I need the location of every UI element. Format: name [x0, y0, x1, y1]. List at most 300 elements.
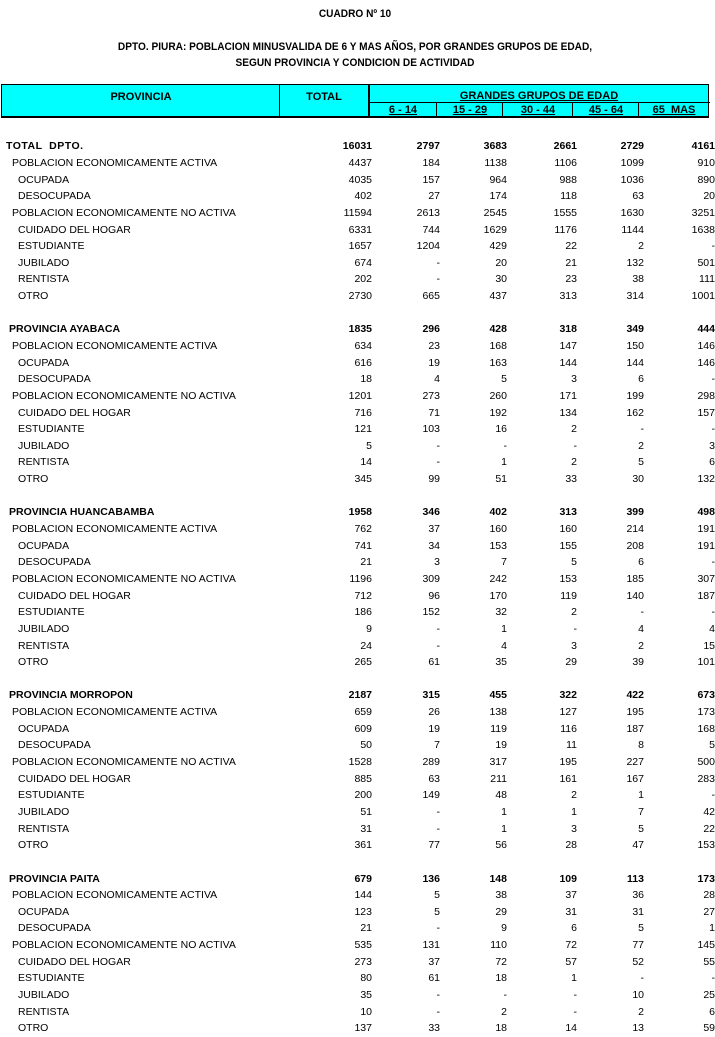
cell-age-30-44: 2 — [571, 456, 577, 469]
spacer-cell — [0, 487, 715, 504]
cell-age-65-mas: 501 — [697, 256, 715, 269]
header-age-6-14: 6 - 14 — [388, 104, 418, 116]
row-label: RENTISTA — [18, 273, 70, 286]
table-row — [0, 537, 715, 554]
row-label: TOTAL DPTO. — [6, 140, 84, 153]
province-row — [0, 504, 715, 521]
table-row — [0, 404, 715, 421]
cell-age-30-44: 57 — [565, 955, 577, 968]
table-row — [0, 554, 715, 571]
cell-age-15-29: 170 — [489, 589, 507, 602]
cell-age-45-64: 52 — [632, 955, 644, 968]
cell-age-30-44: - — [573, 439, 577, 452]
table-row — [0, 171, 715, 188]
cell-age-65-mas: 890 — [697, 173, 715, 186]
row-label: CUIDADO DEL HOGAR — [18, 589, 131, 602]
cell-age-65-mas: 673 — [697, 689, 715, 702]
cell-age-6-14: 96 — [428, 589, 440, 602]
cell-age-65-mas: 168 — [697, 722, 715, 735]
cell-age-65-mas: - — [711, 972, 715, 985]
cell-age-65-mas: 307 — [697, 572, 715, 585]
cell-age-15-29: 138 — [489, 706, 507, 719]
cell-total: 1196 — [349, 572, 372, 585]
cell-age-65-mas: 498 — [697, 506, 715, 519]
cell-age-65-mas: 25 — [703, 988, 715, 1001]
cell-age-6-14: 315 — [422, 689, 440, 702]
cell-total: 674 — [354, 256, 372, 269]
cell-age-6-14: 3 — [434, 556, 440, 569]
cell-age-6-14: 63 — [428, 772, 440, 785]
cell-age-15-29: 110 — [490, 939, 507, 952]
header-total: TOTAL — [306, 91, 342, 103]
cell-age-6-14: 99 — [428, 473, 440, 486]
cell-age-65-mas: 15 — [703, 639, 715, 652]
cell-age-30-44: 144 — [559, 356, 577, 369]
cell-age-30-44: 318 — [559, 323, 577, 336]
row-label: POBLACION ECONOMICAMENTE NO ACTIVA — [12, 756, 236, 769]
cell-age-15-29: 174 — [489, 190, 507, 203]
cell-age-30-44: 2 — [571, 423, 577, 436]
cell-age-15-29: 56 — [495, 839, 507, 852]
cell-age-45-64: 208 — [626, 539, 644, 552]
row-label: CUIDADO DEL HOGAR — [18, 772, 131, 785]
cell-age-15-29: 51 — [495, 473, 507, 486]
row-label: OCUPADA — [18, 722, 70, 735]
cell-age-15-29: 428 — [489, 323, 507, 336]
spacer-row — [0, 671, 715, 688]
cell-age-30-44: 3 — [571, 373, 577, 386]
table-row — [0, 837, 715, 854]
cell-age-15-29: 30 — [495, 273, 507, 286]
cell-age-45-64: - — [640, 606, 644, 619]
cell-total: 265 — [354, 656, 372, 669]
cell-age-30-44: 313 — [559, 290, 577, 303]
cell-age-30-44: 31 — [565, 905, 577, 918]
cell-age-45-64: 187 — [626, 722, 644, 735]
cell-age-65-mas: 191 — [697, 523, 715, 536]
cell-age-45-64: 1 — [638, 789, 644, 802]
cell-age-6-14: - — [436, 988, 440, 1001]
cell-age-45-64: 47 — [632, 839, 644, 852]
cell-age-15-29: - — [503, 988, 507, 1001]
cell-total: 80 — [360, 972, 372, 985]
cell-age-65-mas: 910 — [697, 156, 715, 169]
cell-age-30-44: 171 — [559, 389, 577, 402]
cell-age-6-14: 346 — [422, 506, 440, 519]
cell-age-30-44: 127 — [559, 706, 577, 719]
cell-age-6-14: 19 — [428, 356, 440, 369]
table-row — [0, 654, 715, 671]
cell-total: 200 — [354, 789, 372, 802]
cell-age-15-29: 148 — [489, 872, 507, 885]
cell-total: 616 — [354, 356, 372, 369]
cell-age-6-14: - — [436, 273, 440, 286]
cell-age-15-29: 119 — [490, 722, 507, 735]
row-label: ESTUDIANTE — [18, 789, 85, 802]
row-label: JUBILADO — [18, 439, 70, 452]
cell-age-6-14: 61 — [428, 656, 440, 669]
cell-age-65-mas: 132 — [697, 473, 715, 486]
cell-age-65-mas: - — [711, 240, 715, 253]
cell-age-6-14: 289 — [422, 756, 440, 769]
row-label: OCUPADA — [18, 173, 70, 186]
cell-age-6-14: 23 — [428, 340, 440, 352]
table-row — [0, 254, 715, 271]
cell-total: 762 — [354, 523, 372, 536]
cell-age-45-64: 132 — [626, 256, 644, 269]
cell-age-30-44: 3 — [571, 639, 577, 652]
cell-age-30-44: 2 — [571, 789, 577, 802]
cell-age-30-44: 5 — [571, 556, 577, 569]
cell-age-15-29: 16 — [495, 423, 507, 436]
cell-age-30-44: 134 — [559, 406, 577, 419]
province-row — [0, 321, 715, 338]
cell-total: 16031 — [342, 140, 372, 153]
row-label: ESTUDIANTE — [18, 240, 85, 253]
cell-age-45-64: - — [640, 423, 644, 436]
table-row — [0, 371, 715, 388]
cell-age-65-mas: 283 — [697, 772, 715, 785]
cell-age-65-mas: 1001 — [691, 290, 715, 303]
row-label: PROVINCIA PAITA — [9, 872, 100, 885]
cell-age-45-64: 5 — [638, 922, 644, 935]
cell-age-45-64: 167 — [626, 772, 644, 785]
table-row — [0, 454, 715, 471]
cell-age-6-14: - — [436, 639, 440, 652]
cell-age-15-29: 1 — [501, 622, 507, 635]
cell-age-30-44: 2661 — [553, 140, 577, 153]
cell-age-65-mas: 173 — [697, 706, 715, 719]
cell-age-15-29: 455 — [489, 689, 507, 702]
cell-age-30-44: 72 — [565, 939, 577, 952]
cell-age-65-mas: 153 — [697, 839, 715, 852]
cell-age-15-29: 48 — [495, 789, 507, 802]
cell-age-45-64: 199 — [626, 389, 644, 402]
table-row — [0, 737, 715, 754]
row-label: DESOCUPADA — [18, 190, 91, 203]
cell-total: 6331 — [348, 223, 372, 236]
cell-total: 123 — [354, 905, 372, 918]
cell-total: 659 — [354, 706, 372, 719]
header-age-45-64: 45 - 64 — [588, 104, 624, 116]
table-row — [0, 637, 715, 654]
cell-total: 24 — [360, 639, 372, 652]
cell-age-65-mas: 55 — [703, 955, 715, 968]
cell-age-6-14: 131 — [422, 939, 440, 952]
cell-age-45-64: 38 — [632, 273, 644, 286]
data-table — [0, 138, 715, 1037]
row-label: DESOCUPADA — [18, 739, 91, 752]
cell-total: 885 — [354, 772, 372, 785]
cell-total: 14 — [360, 456, 372, 469]
cell-age-6-14: - — [436, 822, 440, 835]
row-label: JUBILADO — [18, 805, 70, 818]
row-label: ESTUDIANTE — [18, 423, 85, 436]
cell-age-30-44: 3 — [571, 822, 577, 835]
table-row — [0, 903, 715, 920]
table-row — [0, 438, 715, 455]
cell-age-15-29: 18 — [495, 1022, 507, 1035]
cell-age-45-64: 10 — [632, 988, 644, 1001]
cell-total: 1835 — [348, 323, 372, 336]
cell-total: 716 — [354, 406, 372, 419]
table-row — [0, 188, 715, 205]
cell-age-30-44: 14 — [565, 1022, 577, 1035]
table-row — [0, 820, 715, 837]
cell-age-30-44: 37 — [565, 889, 577, 902]
cell-age-6-14: 4 — [434, 373, 440, 386]
cell-age-15-29: 35 — [495, 656, 507, 669]
row-label: JUBILADO — [18, 622, 70, 635]
cell-total: 50 — [360, 739, 372, 752]
table-row — [0, 1020, 715, 1037]
cell-age-45-64: 31 — [632, 905, 644, 918]
cell-age-65-mas: 59 — [703, 1022, 715, 1035]
cell-age-15-29: 1 — [501, 456, 507, 469]
cell-age-6-14: - — [436, 922, 440, 935]
cell-total: 51 — [360, 805, 372, 818]
cell-age-65-mas: 4161 — [691, 140, 715, 153]
table-row — [0, 421, 715, 438]
cell-age-15-29: 9 — [501, 922, 507, 935]
province-row — [0, 687, 715, 704]
row-label: POBLACION ECONOMICAMENTE NO ACTIVA — [12, 389, 236, 402]
cell-age-45-64: 63 — [632, 190, 644, 203]
cell-age-65-mas: 1638 — [691, 223, 715, 236]
cell-age-15-29: 32 — [495, 606, 507, 619]
cell-age-45-64: 7 — [638, 805, 644, 818]
cell-age-15-29: 29 — [495, 905, 507, 918]
row-label: DESOCUPADA — [18, 373, 91, 386]
cell-age-65-mas: 27 — [703, 905, 715, 918]
cell-age-45-64: 349 — [626, 323, 644, 336]
cell-age-6-14: 5 — [434, 905, 440, 918]
row-label: CUIDADO DEL HOGAR — [18, 223, 131, 236]
row-label: OCUPADA — [18, 356, 70, 369]
spacer-row — [0, 304, 715, 321]
cell-age-6-14: 184 — [422, 156, 440, 169]
cell-age-45-64: 6 — [638, 373, 644, 386]
cell-age-65-mas: 3 — [709, 439, 715, 452]
cell-age-45-64: 214 — [626, 523, 644, 536]
cell-age-45-64: 1036 — [620, 173, 644, 186]
cell-total: 2187 — [348, 689, 372, 702]
table-row — [0, 804, 715, 821]
cell-total: 137 — [354, 1022, 372, 1035]
cell-age-30-44: 29 — [565, 656, 577, 669]
cell-age-65-mas: 500 — [697, 756, 715, 769]
cell-age-65-mas: 6 — [709, 1005, 715, 1018]
row-label: JUBILADO — [18, 988, 70, 1001]
cell-age-65-mas: 444 — [697, 323, 715, 336]
cell-total: 11594 — [343, 206, 372, 219]
cell-age-45-64: 1630 — [620, 206, 644, 219]
table-row — [0, 587, 715, 604]
cell-age-6-14: 1204 — [416, 240, 440, 253]
cell-age-15-29: 964 — [489, 173, 507, 186]
row-label: PROVINCIA MORROPON — [9, 689, 133, 702]
row-label: ESTUDIANTE — [18, 606, 85, 619]
table-row — [0, 920, 715, 937]
cell-age-65-mas: 146 — [697, 356, 715, 369]
cell-age-6-14: 5 — [434, 889, 440, 902]
spacer-cell — [0, 304, 715, 321]
cell-age-65-mas: 173 — [697, 872, 715, 885]
cell-total: 202 — [354, 273, 372, 286]
cell-age-6-14: - — [436, 439, 440, 452]
cell-total: 361 — [354, 839, 372, 852]
cell-age-6-14: 71 — [428, 406, 440, 419]
cell-age-30-44: - — [573, 988, 577, 1001]
cell-age-30-44: 2 — [571, 606, 577, 619]
cell-age-15-29: 4 — [501, 639, 507, 652]
cell-age-65-mas: 42 — [703, 805, 715, 818]
cell-age-6-14: 61 — [428, 972, 440, 985]
cell-age-15-29: 1629 — [483, 223, 507, 236]
cell-age-6-14: - — [436, 805, 440, 818]
cell-age-15-29: 437 — [489, 290, 507, 303]
cell-age-30-44: 118 — [560, 190, 577, 203]
cell-age-30-44: 11 — [566, 739, 577, 752]
cell-age-45-64: 1144 — [621, 223, 644, 236]
cell-age-15-29: 3683 — [483, 140, 507, 153]
cell-age-6-14: 34 — [428, 539, 440, 552]
cell-age-6-14: - — [436, 256, 440, 269]
cell-age-30-44: 147 — [559, 340, 577, 352]
cell-age-65-mas: 1 — [709, 922, 715, 935]
cell-age-30-44: 1 — [571, 805, 577, 818]
row-label: CUIDADO DEL HOGAR — [18, 406, 131, 419]
header-provincia: PROVINCIA — [110, 91, 172, 103]
cell-total: 402 — [354, 190, 372, 203]
table-title-line-1: DPTO. PIURA: POBLACION MINUSVALIDA DE 6 Y MAS AÑOS, POR GRANDES GRUPOS DE EDAD, — [117, 41, 593, 53]
cell-total: 186 — [354, 606, 372, 619]
cell-age-45-64: 144 — [626, 356, 644, 369]
cell-age-15-29: 260 — [489, 389, 507, 402]
cell-age-45-64: 2 — [638, 240, 644, 253]
row-label: RENTISTA — [18, 1005, 70, 1018]
cell-age-45-64: 13 — [632, 1022, 644, 1035]
header-subdivider — [370, 102, 710, 103]
table-row — [0, 354, 715, 371]
cell-age-6-14: 103 — [422, 423, 440, 436]
cell-age-45-64: 36 — [632, 889, 644, 902]
cell-total: 31 — [360, 822, 372, 835]
table-row — [0, 704, 715, 721]
cell-age-6-14: 33 — [428, 1022, 440, 1035]
cell-age-45-64: 113 — [627, 872, 644, 885]
province-row — [0, 870, 715, 887]
cell-age-65-mas: 111 — [699, 273, 715, 286]
header-age-groups: GRANDES GRUPOS DE EDAD — [459, 90, 619, 102]
spacer-cell — [0, 671, 715, 688]
row-label: PROVINCIA AYABACA — [9, 323, 121, 336]
cell-age-6-14: 2797 — [416, 140, 440, 153]
cell-age-6-14: - — [436, 622, 440, 635]
cell-total: 345 — [354, 473, 372, 486]
cell-age-45-64: 39 — [632, 656, 644, 669]
cell-age-45-64: 150 — [626, 340, 644, 352]
row-label: JUBILADO — [18, 256, 70, 269]
table-row — [0, 621, 715, 638]
cell-age-45-64: 2 — [638, 439, 644, 452]
cell-total: 5 — [366, 439, 372, 452]
cell-age-30-44: 23 — [565, 273, 577, 286]
table-row — [0, 288, 715, 305]
cell-age-30-44: 1176 — [554, 223, 577, 236]
cell-total: 121 — [354, 423, 372, 436]
row-label: POBLACION ECONOMICAMENTE ACTIVA — [12, 156, 218, 169]
cell-age-6-14: 152 — [422, 606, 440, 619]
cell-age-65-mas: 191 — [697, 539, 715, 552]
cell-age-65-mas: 5 — [709, 739, 715, 752]
cell-total: 1201 — [348, 389, 372, 402]
cell-age-65-mas: - — [711, 556, 715, 569]
cell-total: 712 — [354, 589, 372, 602]
cell-age-15-29: 242 — [489, 572, 507, 585]
cell-total: 144 — [354, 889, 372, 902]
cell-age-6-14: 37 — [428, 523, 440, 536]
row-label: PROVINCIA HUANCABAMBA — [9, 506, 155, 519]
cell-age-6-14: 2613 — [416, 206, 440, 219]
cell-age-30-44: 116 — [560, 722, 577, 735]
header-age-30-44: 30 - 44 — [520, 104, 556, 116]
table-row — [0, 987, 715, 1004]
table-row — [0, 754, 715, 771]
cell-age-30-44: 33 — [565, 473, 577, 486]
cell-age-65-mas: 187 — [697, 589, 715, 602]
cell-age-30-44: - — [573, 1005, 577, 1018]
cell-age-30-44: 109 — [559, 872, 577, 885]
row-label: OCUPADA — [18, 539, 70, 552]
spacer-cell — [0, 854, 715, 871]
table-row — [0, 604, 715, 621]
cell-total: 9 — [366, 622, 372, 635]
row-label: OTRO — [18, 839, 49, 852]
table-number: CUADRO Nº 10 — [318, 8, 392, 20]
cell-age-6-14: - — [436, 1005, 440, 1018]
cell-age-45-64: 399 — [626, 506, 644, 519]
cell-age-30-44: 119 — [560, 589, 577, 602]
cell-age-6-14: 26 — [428, 706, 440, 719]
cell-total: 21 — [360, 922, 372, 935]
row-label: POBLACION ECONOMICAMENTE ACTIVA — [12, 706, 218, 719]
cell-age-45-64: 227 — [626, 756, 644, 769]
cell-total: 10 — [360, 1005, 372, 1018]
spacer-row — [0, 854, 715, 871]
cell-age-15-29: 1 — [501, 805, 507, 818]
cell-age-15-29: 2 — [501, 1005, 507, 1018]
row-label: OTRO — [18, 656, 49, 669]
cell-age-30-44: 153 — [559, 572, 577, 585]
header-age-65-mas: 65 MAS — [652, 104, 696, 116]
cell-age-30-44: - — [573, 622, 577, 635]
total-row — [0, 138, 715, 155]
cell-age-15-29: 317 — [489, 756, 507, 769]
cell-age-30-44: 28 — [565, 839, 577, 852]
cell-age-65-mas: 157 — [697, 406, 715, 419]
cell-age-30-44: 6 — [571, 922, 577, 935]
row-label: RENTISTA — [18, 456, 70, 469]
cell-age-30-44: 160 — [559, 523, 577, 536]
cell-age-6-14: 149 — [422, 789, 440, 802]
cell-age-45-64: 2 — [638, 639, 644, 652]
cell-total: 1657 — [348, 240, 372, 253]
cell-age-6-14: 136 — [422, 872, 440, 885]
row-label: POBLACION ECONOMICAMENTE NO ACTIVA — [12, 572, 236, 585]
row-label: RENTISTA — [18, 639, 70, 652]
cell-age-30-44: 1 — [571, 972, 577, 985]
